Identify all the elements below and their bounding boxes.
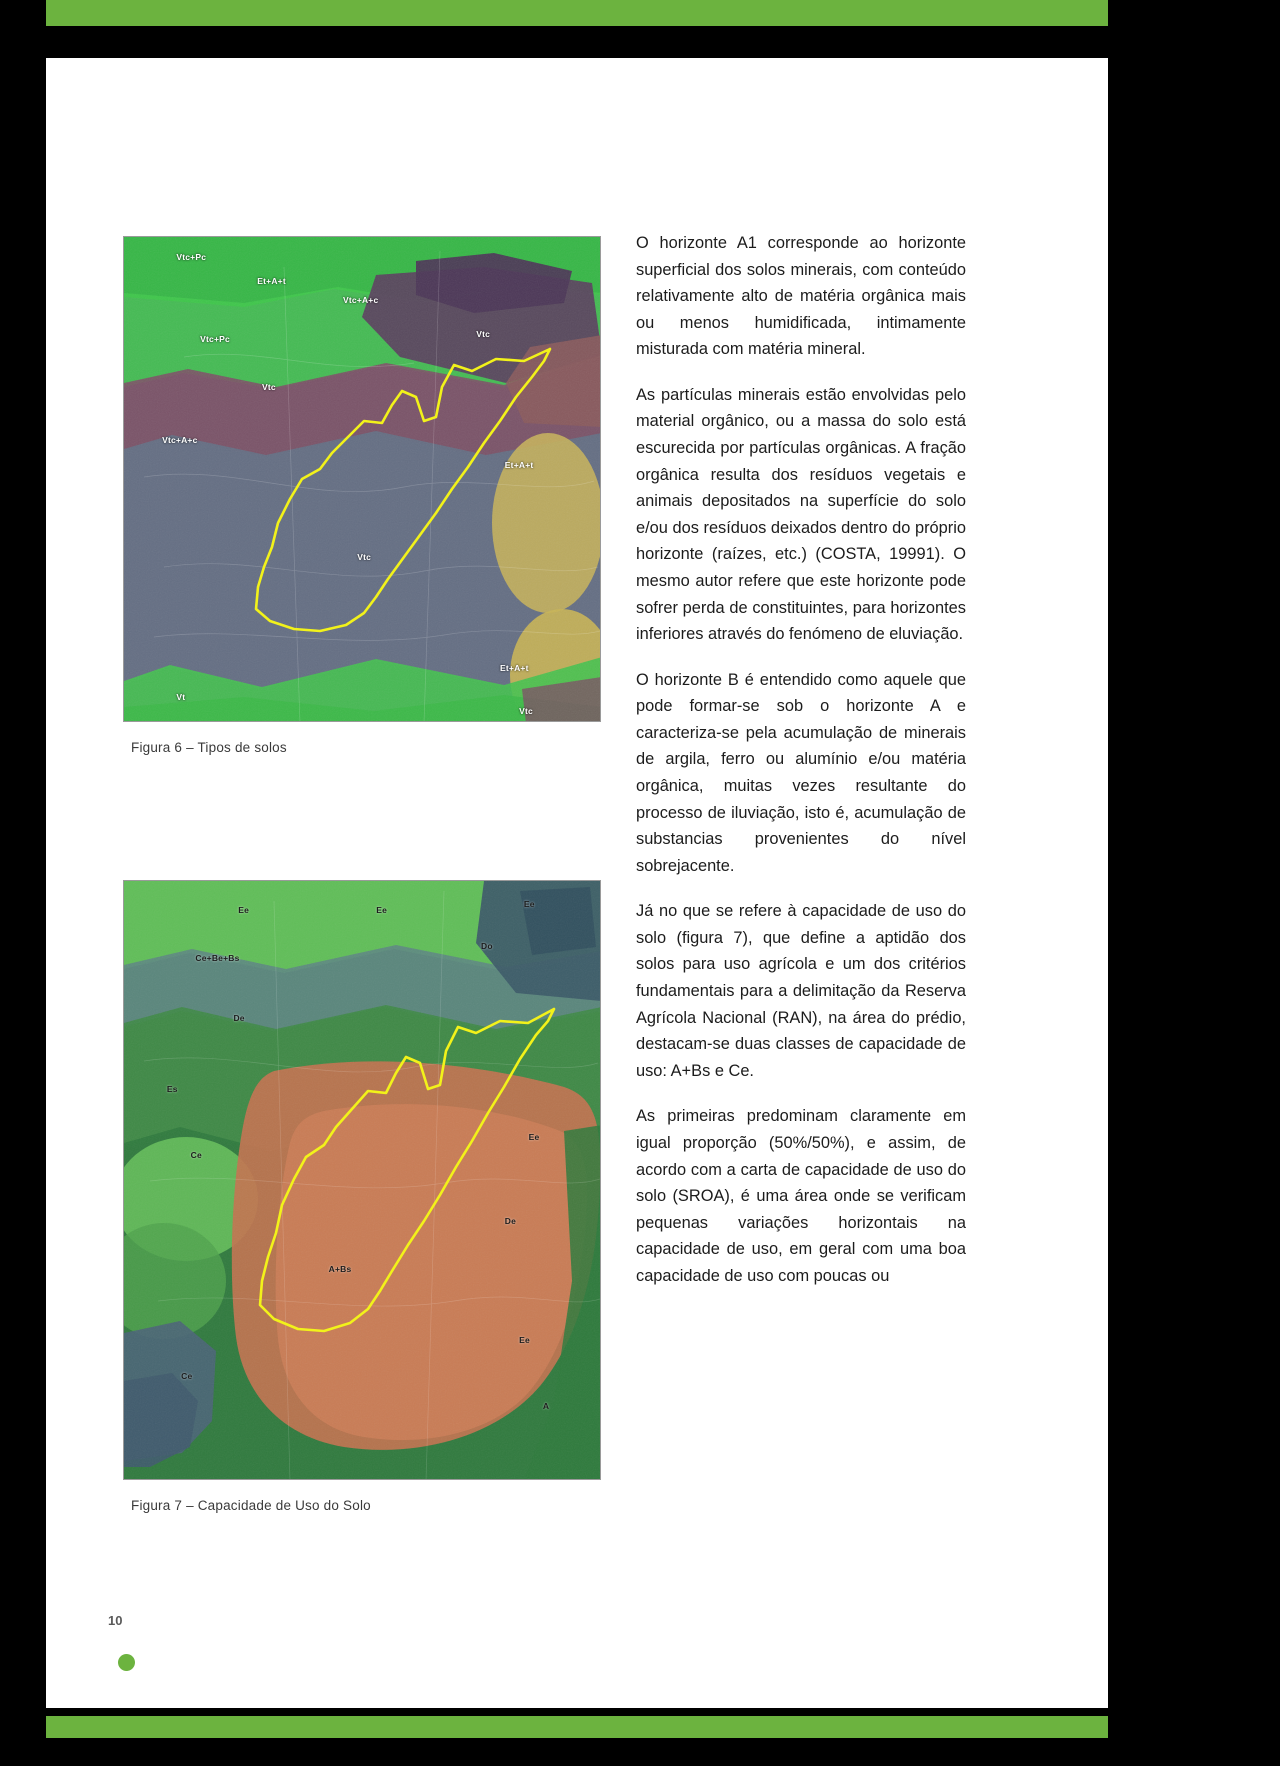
map-label: Vtc+A+c <box>162 435 198 446</box>
body-paragraph: As partículas minerais estão envolvidas pelo material orgânico, ou a massa do solo está escurecida por partículas orgânicas. A fração orgânica resulta dos resíduos vegetais e animais depositados na superfície do solo e/ou dos resíduos deixados dentro do próprio horizonte (raízes, etc.) (COSTA, 19991). O mesmo autor refere que este horizonte pode sofrer perda de constituintes, para horizontes inferiores através do fenómeno de eluviação. <box>636 385 966 644</box>
figure-6 <box>123 236 603 755</box>
document-page <box>46 58 1108 1708</box>
map-label: A <box>542 1401 550 1412</box>
footer-accent-dot <box>118 1654 135 1671</box>
body-paragraph: As primeiras predominam claramente em igual proporção (50%/50%), e assim, de acordo com a carta de capacidade de uso do solo (SROA), é uma área onde se verificam pequenas variações horizontais na capacidade de uso, em geral com uma boa capacidade de uso com poucas ou <box>636 1107 966 1285</box>
land-use-map-graphic <box>124 881 601 1480</box>
body-paragraph: Já no que se refere à capacidade de uso do solo (figura 7), que define a aptidão dos solos para uso agrícola e um dos critérios fundamentais para a delimitação da Reserva Agrícola Nacional (RAN), na área do prédio, destacam-se duas classes de capacidade de uso: A+Bs e Ce. <box>636 902 966 1080</box>
body-paragraph: O horizonte A1 corresponde ao horizonte superficial dos solos minerais, com conteúdo relativamente alto de matéria orgânica mais ou menos humidificada, intimamente misturada com matéria mineral. <box>636 234 966 359</box>
figure-7-image <box>123 880 603 1480</box>
figure-7-caption: Figura 7 – Capacidade de Uso do Solo <box>131 1498 371 1513</box>
map-label: Et+A+t <box>504 459 534 470</box>
top-accent-band <box>46 0 1108 26</box>
soil-map-graphic <box>124 237 601 722</box>
map-label: Vtc <box>476 328 491 339</box>
figure-6-image <box>123 236 603 722</box>
map-label: Vtc <box>262 382 276 393</box>
page-number: 10 <box>108 1613 123 1628</box>
map-label: Ee <box>519 1335 530 1346</box>
map-label: Ee <box>376 904 388 915</box>
land-use-capacity-map <box>123 880 601 1480</box>
map-label: Ce <box>190 1150 202 1161</box>
soil-type-map <box>123 236 601 722</box>
figure-6-caption: Figura 6 – Tipos de solos <box>131 740 287 755</box>
map-label: Ee <box>523 898 535 909</box>
map-label: Vtc <box>357 551 372 562</box>
map-label: De <box>233 1012 245 1023</box>
body-text-column <box>636 230 966 1289</box>
map-label: Vtc+Pc <box>176 251 207 262</box>
body-paragraph: O horizonte B é entendido como aquele que pode formar-se sob o horizonte A e caracteriza-se pela acumulação de minerais de argila, ferro ou alumínio e/ou matéria orgânica, muitas vezes resultante do processo de iluviação, isto é, acumulação de substancias provenientes do nível sobrejacente. <box>636 670 966 875</box>
map-label: A+Bs <box>328 1263 352 1274</box>
bottom-accent-band <box>46 1716 1108 1738</box>
map-label: Vtc+A+c <box>342 295 379 306</box>
map-label: Ce+Be+Bs <box>195 952 240 963</box>
map-label: Vt <box>176 691 186 702</box>
map-label: Vtc <box>519 706 533 717</box>
map-label: Ee <box>238 904 250 915</box>
figure-7 <box>123 880 603 1513</box>
map-label: De <box>504 1215 517 1226</box>
map-label: Ee <box>528 1132 540 1143</box>
map-label: Ce <box>181 1371 193 1382</box>
map-label: Vtc+Pc <box>200 333 230 344</box>
map-label: Et+A+t <box>500 662 529 673</box>
page-content <box>46 58 1108 1708</box>
map-label: Do <box>481 940 493 951</box>
map-label: Es <box>166 1084 178 1095</box>
map-label: Et+A+t <box>257 275 286 286</box>
